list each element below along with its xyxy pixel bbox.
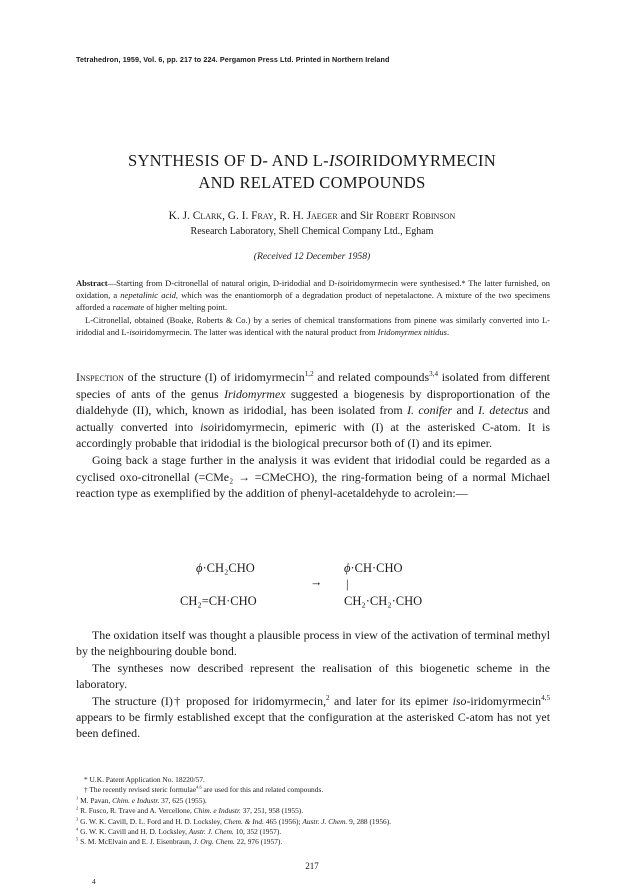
reference-number: 1 [76,795,79,801]
body-text-run: The structure (I)† proposed for iridomyrmecin, [92,693,327,708]
reference-journal: Austr. J. Chem. [302,816,348,826]
body-text-run: I. detectus [478,403,529,418]
abstract-text: racemate [112,302,145,313]
body-text-run: suggested a biogenesis by disproportionation of the dialdehyde (II), which, known as iridodial, has been isolated from [76,386,550,418]
title-text: - [323,151,329,170]
citation-ref: 4,6 [196,784,202,790]
body-text-run: and related compounds [313,370,430,384]
abstract-text: —Starting from D-citronellal of natural origin, D-iridodial and D- [107,278,338,288]
reference-number: 4 [76,826,79,832]
author-names: K. J. Clark, G. I. Fray, R. H. Jaeger [168,210,338,222]
reference-text: 465 (1956); [263,816,303,826]
reference-text: G. W. K. Cavill and H. D. Locksley, [78,827,189,837]
body-text-run: and actually converted into [76,403,550,434]
scheme-product-top [344,561,403,576]
abstract-text: nepetalinic acid [120,290,176,301]
citation-ref: 1,2 [304,370,314,379]
footnote [76,785,556,795]
body-paragraph [76,693,550,742]
scheme-reactant-2: CH₂=CH·CHO [180,594,257,608]
reference-text: M. Pavan, [78,795,113,805]
affiliation: Research Laboratory, Shell Chemical Company Ltd., Egham [190,226,434,237]
reference-item [76,837,556,847]
reference-text: R. Fusco, R. Trave and A. Vercellone, [78,806,194,816]
reference-text: 10, 352 (1957). [233,827,282,837]
author-conjunction: and Sir [337,210,376,222]
abstract-paragraph [76,277,550,314]
reference-text: S. M. McElvain and E. J. Eisenbraun, [78,837,194,847]
reaction-scheme [180,561,480,615]
signature-mark: 4 [92,877,96,886]
body-text-run: appears to be firmly established except that the configuration at the asterisked C-atom has not yet been defined. [76,710,550,741]
abstract-text: , which was the enantiomorph of a degradation product of nepetalactone. A mixture of the two specimens afforded a [76,290,550,313]
footnote: * U.K. Patent Application No. 18220/57. [84,775,205,784]
body-text-run: Inspection [76,370,124,384]
body-text-run: Iridomyrmex [224,386,286,401]
abstract-heading: Abstract [76,278,108,288]
title-text: D [250,151,263,170]
reference-journal: Chim. e Industr. [112,795,160,805]
formula-text: ·CH₂CHO [202,561,255,575]
title-text: ISO [328,151,356,170]
author-list [70,210,554,222]
body-text-run: and [452,403,479,418]
paper-title-line-2: AND RELATED COMPOUNDS [198,173,426,192]
reference-item [76,796,556,806]
reference-item [76,806,556,816]
abstract-text: of higher melting point. [144,302,228,313]
body-text-run: iridomyrmecin, epimeric with (I) at the asterisked C-atom. It is accordingly probable that iridodial is the biological precursor both of (I) and its epimer. [76,419,550,451]
abstract-text: . [446,326,450,337]
abstract-text: iridomyrmecin were synthesised.* The latter furnished, on oxidation, a [76,278,550,301]
body-text-continued [76,627,550,742]
body-text-run: iso [452,693,467,708]
journal-header: Tetrahedron, 1959, Vol. 6, pp. 217 to 224. Pergamon Press Ltd. Printed in Northern Ireland [76,55,390,64]
abstract-text: iso [337,278,348,288]
footnote-text: † The recently revised steric formulae [84,785,197,795]
reference-text: 22, 976 (1957). [234,837,283,847]
body-text-run: iso [200,419,214,434]
citation-ref: 4,5 [541,693,550,702]
body-paragraph: Going back a stage further in the analysis it was evident that iridodial could be regarded as a cyclised oxo-citronellal (=CMe₂ → =CMeCHO), the ring-formation being of a normal Michael reaction type as exemplified by the addition of phenyl-acetaldehyde to acrolein:— [76,452,550,501]
scheme-reactant-1 [196,561,255,576]
reference-text: G. W. K. Cavill, D. L. Ford and H. D. Locksley, [78,816,224,826]
body-text-run: isolated from different species of ants of the genus [76,370,550,401]
title-text: - AND [262,151,313,170]
footnotes [76,775,556,848]
reference-item [76,827,556,837]
reference-journal: Chem. & Ind. [223,816,264,826]
abstract-text: Iridomyrmex nitidus [377,326,447,337]
reference-number: 5 [76,836,79,842]
body-text-run: I. conifer [407,403,453,418]
body-text-run: -iridomyrmecin [466,693,542,708]
reference-text: 37, 625 (1955). [159,795,207,805]
title-text: L [312,151,324,170]
body-paragraph [76,369,550,452]
abstract-text: L-Citronellal, obtained (Boake, Roberts & Co.) by a series of chemical transformations from pinene was similarly converted into L-iridodial and L- [76,314,550,337]
reference-journal: J. Org. Chem. [193,837,235,847]
phi-symbol: ϕ [196,561,203,575]
author-names: Robert Robinson [375,210,456,222]
reference-number: 3 [76,816,79,822]
body-paragraph: The syntheses now described represent the realisation of this biogenetic scheme in the laboratory. [76,660,550,692]
reference-number: 2 [76,805,79,811]
paper-title-line-1 [70,150,554,171]
formula-text: ·CH·CHO [350,561,403,575]
body-paragraph: The oxidation itself was thought a plausible process in view of the activation of terminal methyl by the neighbouring double bond. [76,628,550,659]
title-text: SYNTHESIS OF [127,151,251,170]
reaction-arrow: → [310,575,323,589]
reference-journal: Austr. J. Chem. [188,827,234,837]
body-text-run: of the structure (I) of iridomyrmecin [123,370,305,384]
abstract-text: iso [129,326,140,337]
scheme-product-bond: | [346,577,349,591]
citation-ref: 2 [326,693,330,702]
page-number: 217 [305,861,319,871]
phi-symbol: ϕ [344,561,351,575]
abstract [76,277,550,338]
abstract-paragraph [76,314,550,338]
body-text [76,369,550,502]
footnote-text: are used for this and related compounds. [201,785,324,795]
reference-text: 37, 251, 958 (1955). [240,806,304,816]
received-date: (Received 12 December 1958) [253,251,371,262]
reference-item [76,817,556,827]
title-text: IRIDOMYRMECIN [355,151,496,170]
citation-ref: 3,4 [429,370,439,379]
scheme-product-bottom: CH₂·CH₂·CHO [344,594,423,608]
body-text-run: and later for its epimer [329,693,453,708]
reference-text: 9, 288 (1956). [347,816,392,826]
abstract-text: iridomyrmecin. The latter was identical with the natural product from [139,326,378,337]
reference-journal: Chim. e Industr. [193,806,241,816]
